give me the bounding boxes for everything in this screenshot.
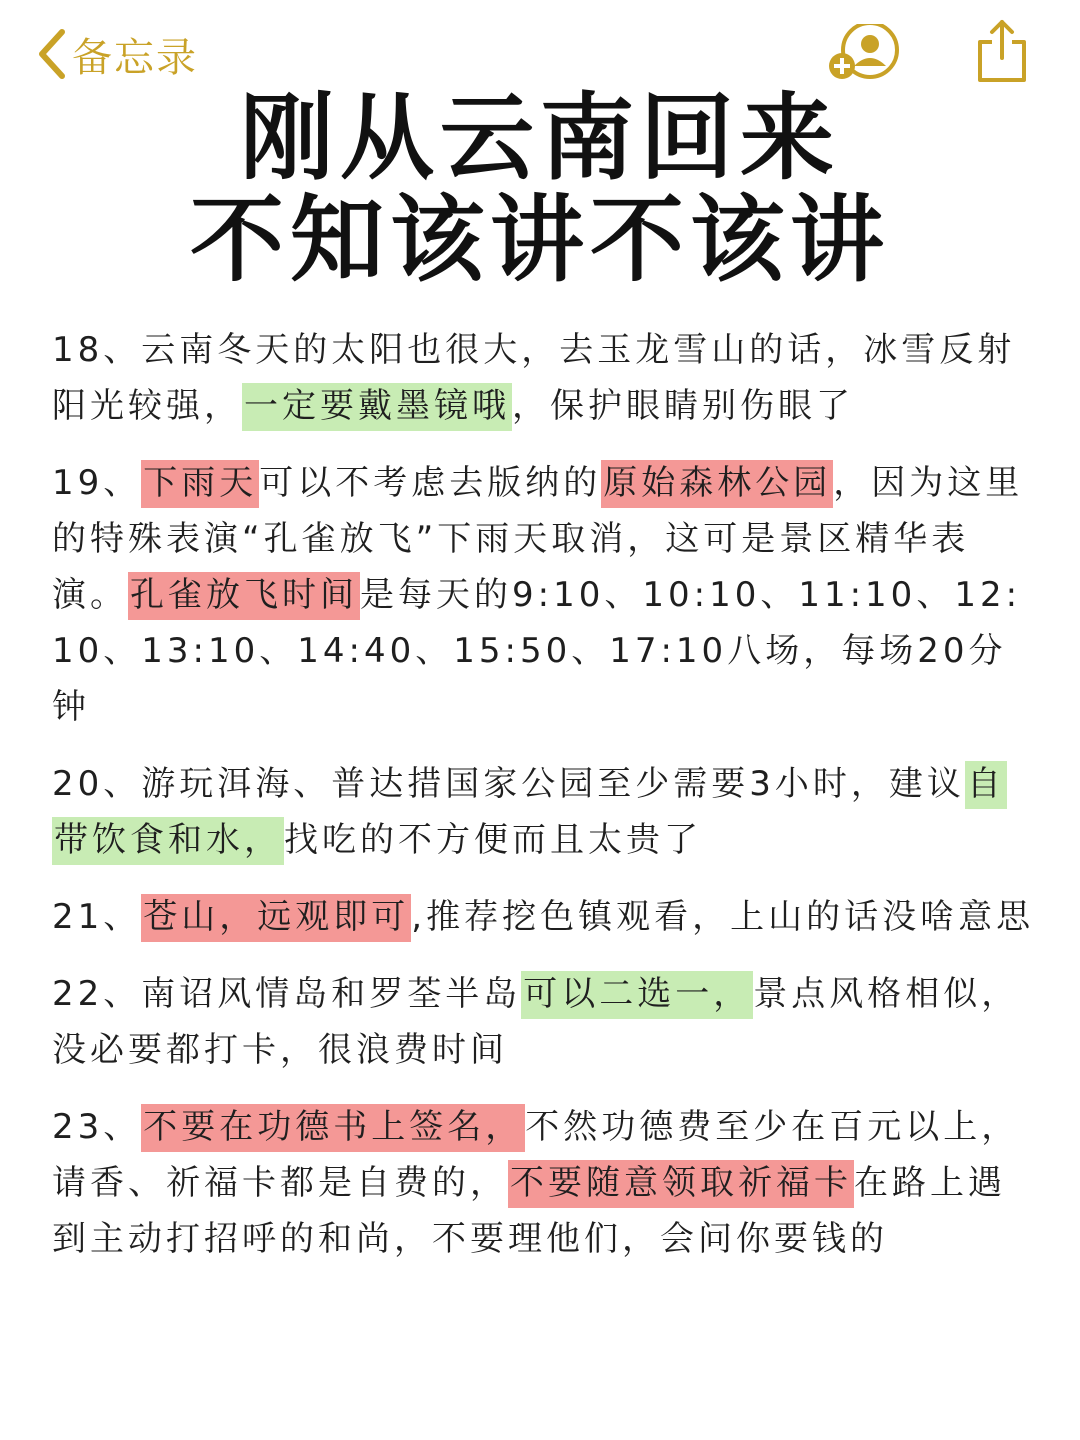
text-segment: 21、 <box>52 897 142 937</box>
note-item-18 <box>52 322 1042 434</box>
highlight-red: 苍山，远观即可 <box>141 894 411 942</box>
text-segment: ，因为这里的特殊表演“孔雀放飞”下雨天取消，这可是景区精华表演。 <box>52 463 1024 615</box>
back-button[interactable] <box>36 24 198 84</box>
page-title <box>0 84 1080 295</box>
highlight-red: 下雨天 <box>141 460 259 508</box>
note-content <box>52 322 1042 1288</box>
share-button[interactable] <box>974 16 1030 84</box>
text-segment: 18、云南冬天的太阳也很大，去玉龙雪山的话，冰雪反射阳光较强， <box>52 330 1016 426</box>
highlight-red: 不要在功德书上签名， <box>141 1104 525 1152</box>
title-line-1: 刚从云南回来 <box>239 84 840 193</box>
text-segment: ，保护眼睛别伤眼了 <box>512 386 854 426</box>
chevron-left-icon <box>36 28 66 80</box>
highlight-green: 一定要戴墨镜哦 <box>242 383 512 431</box>
share-icon <box>974 16 1030 84</box>
add-person-icon <box>826 24 902 84</box>
highlight-red: 孔雀放飞时间 <box>128 572 360 620</box>
text-segment: 在路上遇到主动打招呼的和尚，不要理他们，会问你要钱的 <box>52 1163 1006 1259</box>
text-segment: 景点风格相似，没必要都打卡，很浪费时间 <box>52 974 1020 1070</box>
title-line-2: 不知该讲不该讲 <box>189 186 890 295</box>
text-segment: 是每天的9:10、10:10、11:10、12:10、13:10、14:40、15:50、17:10八场，每场20分钟 <box>52 575 1022 727</box>
text-segment: ,推荐挖色镇观看，上山的话没啥意思 <box>411 897 1035 937</box>
text-segment: 不然功德费至少在百元以上，请香、祈福卡都是自费的， <box>52 1107 1020 1203</box>
text-segment: 22、南诏风情岛和罗荃半岛 <box>52 974 522 1014</box>
highlight-red: 不要随意领取祈福卡 <box>508 1160 854 1208</box>
highlight-green: 自带饮食和水， <box>52 761 1007 865</box>
note-item-20 <box>52 756 1042 868</box>
note-item-22 <box>52 966 1042 1078</box>
text-segment: 20、游玩洱海、普达措国家公园至少需要3小时，建议 <box>52 764 965 804</box>
highlight-green: 可以二选一， <box>521 971 753 1019</box>
note-item-19 <box>52 455 1042 735</box>
text-segment: 23、 <box>52 1107 142 1147</box>
note-item-21 <box>52 889 1042 945</box>
text-segment: 可以不考虑去版纳的 <box>259 463 602 503</box>
add-person-button[interactable] <box>826 24 902 84</box>
note-item-23 <box>52 1099 1042 1267</box>
back-label: 备忘录 <box>72 34 198 81</box>
text-segment: 19、 <box>52 463 142 503</box>
highlight-red: 原始森林公园 <box>601 460 833 508</box>
text-segment: 找吃的不方便而且太贵了 <box>284 820 702 860</box>
